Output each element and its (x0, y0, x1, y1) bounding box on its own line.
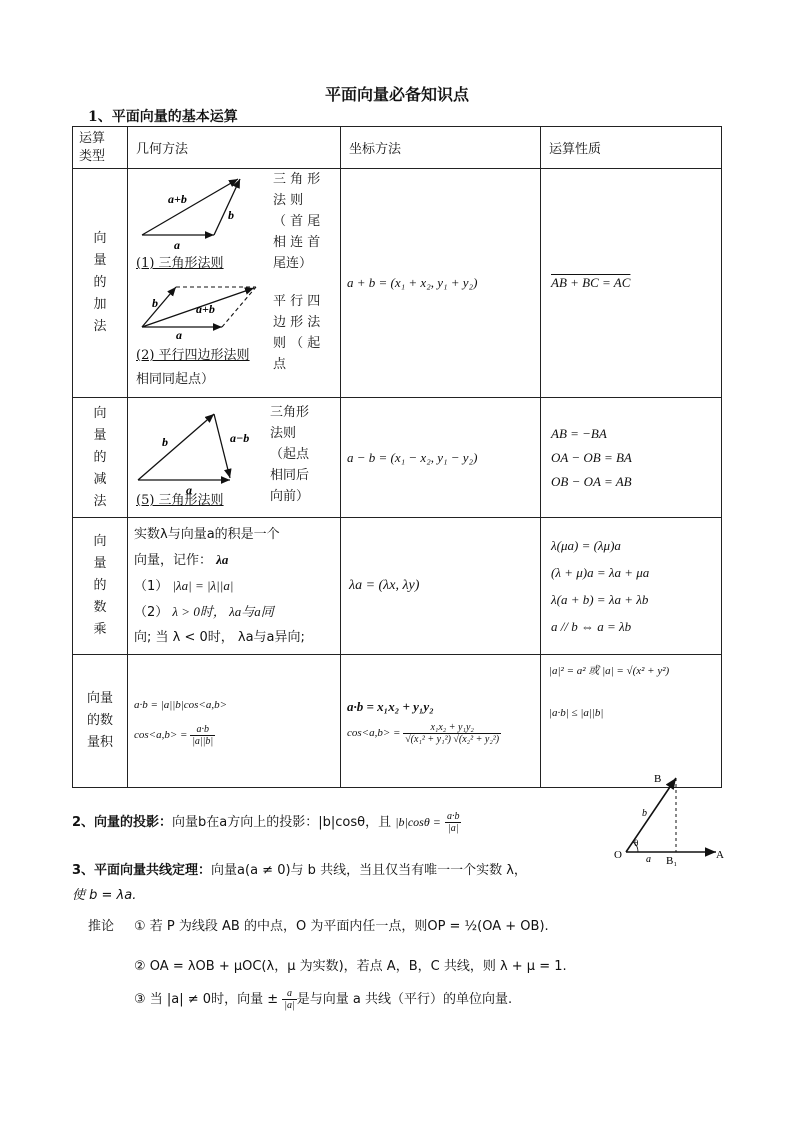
section-3-line-2: 使 b = λa. (72, 888, 137, 903)
scalar-line-1: 实数λ与向量a的积是一个 (134, 527, 280, 542)
scalar-line-2: 向量，记作： λa (134, 552, 229, 568)
parallelogram-rule-diagram (136, 279, 266, 339)
section-2: 2、向量的投影：向量b在a方向上的投影：|b|cosθ，且 |b|cosθ = $\frac{a\cdot b}{|a|}$ (72, 811, 460, 834)
section-1-heading: 1、平面向量的基本运算 (88, 109, 238, 125)
scalar-line-5: 向; 当 λ < 0时， λa与a异向; (134, 630, 305, 645)
table-row-dot (73, 655, 722, 788)
subtraction-geometry (128, 398, 341, 518)
scalar-line-4: （2） λ > 0时， λa与a同 (134, 604, 274, 620)
point-A: A (716, 849, 724, 861)
label-a-proj: a (646, 854, 651, 865)
dot-geometry (128, 655, 341, 788)
parallelogram-rule-caption-2: 相同同起点） (136, 372, 215, 387)
corollary-label: 推论 (88, 919, 115, 934)
corollary-1: ① 若 P 为线段 AB 的中点，O 为平面内任一点，则OP = ½(OA + OB). (134, 919, 549, 934)
label-a-plus-b-par: a+b (196, 302, 215, 316)
label-a-par: a (176, 328, 182, 339)
dot-coord-2: cos<a,b> = $\frac{\text{x₁x₂ + y₁y₂}}{\text{√(x₁² + y₁²) √(x₂² + y₂²)}}$ (347, 721, 500, 745)
dot-properties (541, 655, 722, 788)
section-3: 3、平面向量共线定理：向量a(a ≠ 0)与 b 共线，当且仅当有唯一一个实数 λ， (72, 863, 527, 878)
label-a-sub: a (186, 483, 192, 496)
type-addition: 向 量 的 加 法 (73, 169, 128, 398)
projection-diagram (612, 770, 732, 866)
point-B1: B₁ (666, 855, 678, 866)
operations-table (72, 126, 722, 788)
dot-prop-2: |a·b| ≤ |a||b| (549, 707, 604, 719)
dot-geo-2: cos<a,b> = $\frac{a\cdot b}{|a||b|}$ (134, 723, 214, 747)
header-geometric: 几何方法 (128, 127, 341, 169)
subtraction-caption: (5) 三角形法则 (136, 493, 224, 508)
page-title: 平面向量必备知识点 (324, 85, 469, 104)
point-B: B (654, 773, 662, 785)
table-row-addition (73, 169, 722, 398)
scalar-prop-4: a // b ⇔ a = λb (551, 619, 632, 634)
scalar-properties (541, 518, 722, 655)
label-b-sub: b (162, 435, 168, 449)
scalar-prop-1: λ(μa) = (λμ)a (551, 538, 621, 553)
label-b-par: b (152, 296, 158, 310)
header-type: 运算 类型 (73, 127, 128, 169)
parallelogram-rule-description: 平 行 四 边 形 法 则 （ 起 点 (273, 294, 321, 372)
table-header-row (73, 127, 722, 169)
addition-geometry (128, 169, 341, 398)
header-coordinate: 坐标方法 (341, 127, 541, 169)
point-O: O (614, 849, 622, 861)
addition-coordinate: a + b = (x₁ + x₂, y₁ + y₂) (341, 169, 541, 398)
triangle-rule-caption: (1) 三角形法则 (136, 256, 224, 271)
scalar-geometry (128, 518, 341, 655)
table-row-subtraction (73, 398, 722, 518)
label-b-proj: b (642, 808, 647, 819)
type-scalar: 向 量 的 数 乘 (73, 518, 128, 655)
scalar-coordinate: λa = (λx, λy) (341, 518, 541, 655)
subtraction-description: 三角形 法则 （起点 相同后 向前） (270, 405, 310, 504)
label-a: a (174, 238, 180, 251)
type-dot: 向量 的数 量积 (73, 655, 128, 788)
addition-property: AB + BC = AC (541, 169, 722, 398)
dot-coord-1: a·b = x₁x₂ + y₁y₂ (347, 698, 434, 714)
type-subtraction: 向 量 的 减 法 (73, 398, 128, 518)
scalar-line-3: （1） |λa| = |λ||a| (134, 578, 234, 594)
label-b: b (228, 208, 234, 222)
scalar-prop-2: (λ + μ)a = λa + μa (551, 565, 650, 580)
label-a-minus-b: a−b (230, 431, 250, 445)
header-properties: 运算性质 (541, 127, 722, 169)
sub-prop-1: AB = −BA (551, 425, 607, 441)
dot-coordinate (341, 655, 541, 788)
subtraction-properties (541, 398, 722, 518)
scalar-prop-3: λ(a + b) = λa + λb (551, 592, 649, 607)
corollary-2: ② OA = λOB + μOC(λ，μ 为实数)，若点 A，B，C 共线，则 λ + μ = 1. (134, 959, 567, 974)
triangle-rule-diagram (136, 171, 266, 251)
label-a-plus-b: a+b (168, 192, 187, 206)
triangle-rule-description: 三 角 形 法 则 （ 首 尾 相 连 首 尾连） (273, 172, 321, 271)
sub-prop-3: OB − OA = AB (551, 473, 632, 489)
dot-prop-1: |a|² = a² 或 |a| = √(x² + y²) (549, 665, 670, 677)
corollary-3: ③ 当 |a| ≠ 0时，向量 ± $\frac{a}{|a|}$ 是与向量 a 共线（平行）的单位向量. (134, 988, 513, 1011)
label-theta: θ (634, 838, 639, 848)
dot-geo-1: a·b = |a||b|cos<a,b> (134, 698, 228, 711)
sub-prop-2: OA − OB = BA (551, 449, 632, 465)
subtraction-coordinate: a − b = (x₁ − x₂, y₁ − y₂) (341, 398, 541, 518)
parallelogram-rule-caption: (2) 平行四边形法则 (136, 348, 250, 363)
subtraction-diagram (132, 406, 262, 496)
table-row-scalar (73, 518, 722, 655)
